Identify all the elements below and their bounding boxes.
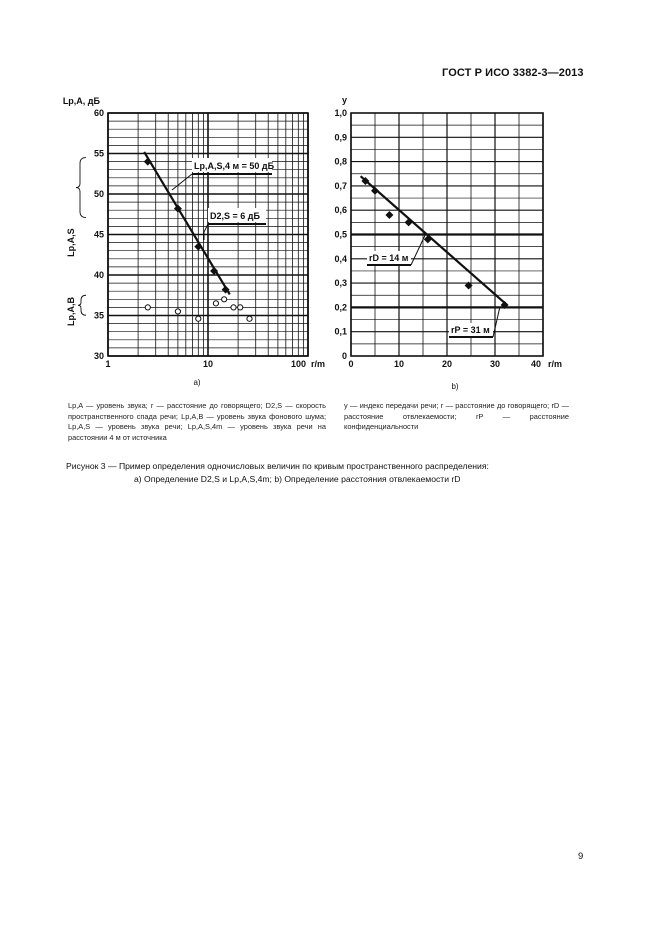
y-tick-b: 0,1 bbox=[334, 326, 347, 337]
point-noise-a bbox=[222, 297, 227, 302]
annotation-b1: rD = 14 м bbox=[369, 253, 409, 263]
x-axis-label-a: r/m bbox=[310, 359, 326, 369]
x-tick-a: 1 bbox=[105, 359, 111, 369]
point-y-b bbox=[385, 211, 393, 219]
y-tick-b: 0,5 bbox=[334, 229, 347, 240]
bracket-noise bbox=[78, 295, 86, 315]
y-tick-a: 30 bbox=[93, 351, 104, 361]
side-label-speech: Lp,A,S bbox=[66, 228, 76, 257]
caption-b bbox=[344, 401, 569, 433]
x-axis-label-b: r/m bbox=[547, 359, 563, 369]
y-tick-b: 0,9 bbox=[334, 132, 347, 143]
annotation-a1: Lp,A,S,4 м = 50 дБ bbox=[194, 161, 275, 171]
y-tick-b: 0,3 bbox=[334, 278, 347, 289]
y-tick-b: 1,0 bbox=[334, 108, 347, 118]
x-tick-a: 10 bbox=[202, 359, 214, 369]
x-tick-b: 0 bbox=[348, 359, 354, 369]
y-tick-b: 0 bbox=[341, 351, 347, 361]
point-y-b bbox=[371, 187, 379, 195]
side-label-noise: Lp,A,B bbox=[66, 296, 76, 326]
point-noise-a bbox=[247, 316, 252, 321]
figure-caption-line1: Рисунок 3 — Пример определения одночисловых величин по кривым пространственного распределения: bbox=[66, 461, 489, 471]
annotation-b2-leader bbox=[493, 307, 500, 337]
annotation-a1-leader bbox=[172, 174, 192, 190]
annotation-b2: rP = 31 м bbox=[451, 325, 490, 335]
point-noise-a bbox=[196, 316, 201, 321]
point-noise-a bbox=[231, 305, 236, 310]
figure-caption-line2: a) Определение D2,S и Lp,A,S,4m; b) Определение расстояния отвлекаемости rD bbox=[134, 474, 461, 484]
panel-label-b: b) bbox=[451, 382, 459, 391]
y-tick-b: 0,8 bbox=[334, 156, 347, 167]
point-noise-a bbox=[238, 305, 243, 310]
doc-header: ГОСТ Р ИСО 3382-3—2013 bbox=[442, 67, 584, 79]
fit-line-b bbox=[361, 176, 507, 305]
x-tick-b: 20 bbox=[441, 359, 453, 369]
y-tick-a: 35 bbox=[93, 310, 104, 321]
y-axis-label-b: y bbox=[341, 95, 347, 105]
y-tick-a: 50 bbox=[93, 189, 104, 199]
caption-a-text: Lp,A — уровень звука; r — расстояние до говорящего; D2,S — скорость пространственного спада речи; Lp,A,B — уровень звука фонового шума; Lp,A,S — уровень звука речи; Lp,A,S,4m — уровень звука речи на расстоянии 4 м от источника bbox=[68, 401, 326, 442]
page-number: 9 bbox=[578, 851, 584, 862]
panel-label-a: a) bbox=[193, 378, 201, 387]
y-tick-a: 40 bbox=[93, 270, 104, 280]
y-tick-a: 60 bbox=[93, 108, 104, 118]
x-tick-b: 40 bbox=[530, 359, 541, 369]
caption-a bbox=[68, 401, 326, 443]
point-speech-a bbox=[194, 243, 202, 251]
y-tick-b: 0,6 bbox=[334, 205, 347, 216]
point-noise-a bbox=[175, 309, 180, 314]
x-tick-b: 10 bbox=[393, 359, 405, 369]
y-tick-a: 45 bbox=[93, 229, 104, 240]
y-tick-b: 0,4 bbox=[334, 253, 347, 264]
point-noise-a bbox=[213, 301, 218, 306]
y-tick-b: 0,7 bbox=[334, 180, 347, 191]
caption-b-text: y — индекс передачи речи; r — расстояние до говорящего; rD — расстояние отвлекаемости; rP — расстояние конфиденциальности bbox=[344, 401, 569, 431]
annotation-a2: D2,S = 6 дБ bbox=[210, 211, 260, 221]
point-noise-a bbox=[145, 305, 150, 310]
y-axis-label-a: Lp,A, дБ bbox=[62, 96, 100, 106]
x-tick-a: 100 bbox=[290, 359, 306, 369]
figure-caption bbox=[66, 460, 586, 486]
y-tick-b: 0,2 bbox=[334, 302, 347, 313]
bracket-speech bbox=[76, 158, 86, 218]
x-tick-b: 30 bbox=[489, 359, 501, 369]
y-tick-a: 55 bbox=[93, 148, 104, 159]
